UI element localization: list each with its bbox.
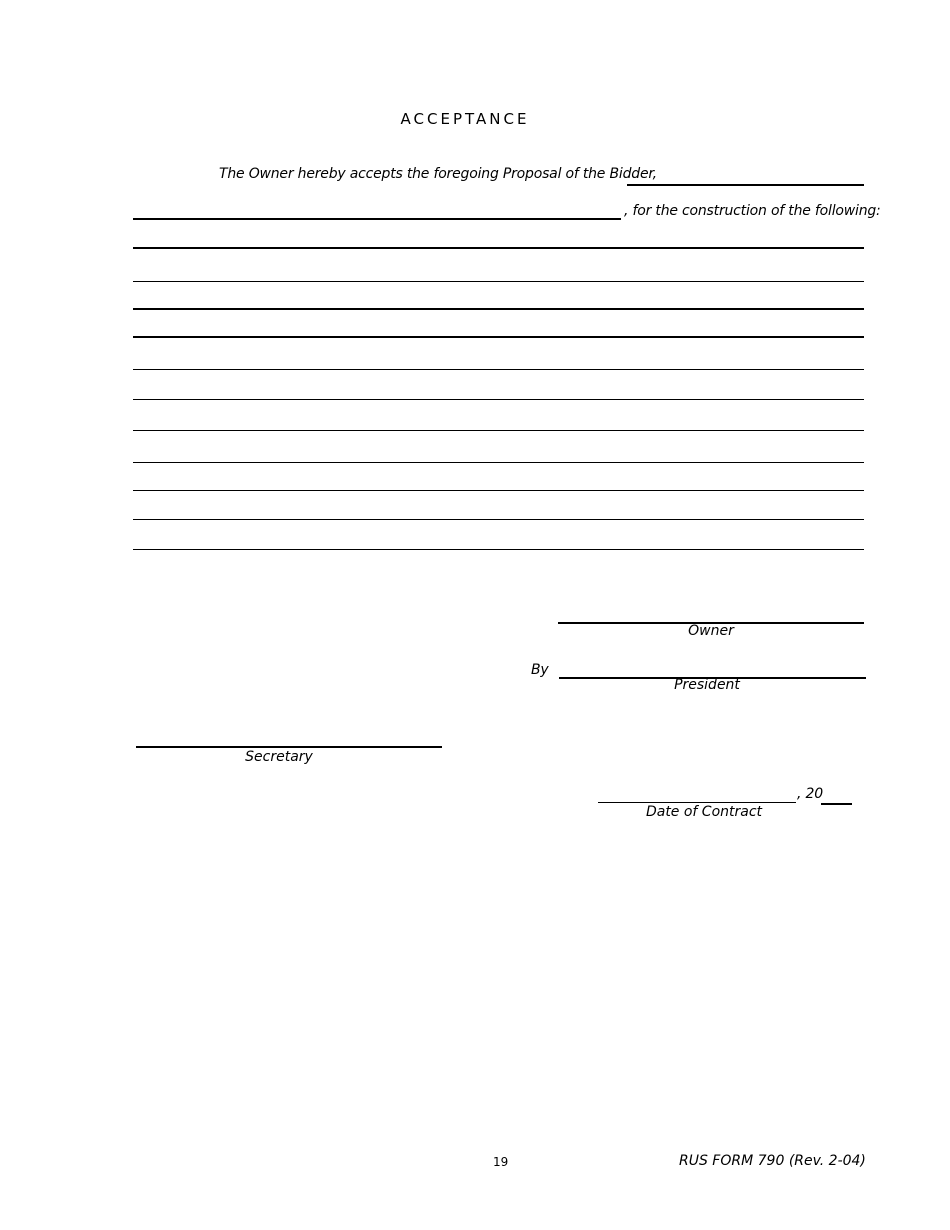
construction-line-11[interactable] <box>133 549 864 550</box>
intro-text: The Owner hereby accepts the foregoing Proposal of the Bidder, <box>219 166 657 182</box>
year-prefix: , 20 <box>797 786 823 802</box>
contract-year-field[interactable] <box>821 803 852 805</box>
construction-line-8[interactable] <box>133 462 864 463</box>
construction-line-5[interactable] <box>133 369 864 370</box>
construction-line-4[interactable] <box>133 336 864 338</box>
construction-line-3[interactable] <box>133 308 864 310</box>
date-of-contract-label: Date of Contract <box>645 804 763 820</box>
bidder-name-continuation-field[interactable] <box>133 218 621 220</box>
secretary-signature-line[interactable] <box>136 746 442 748</box>
page-title: ACCEPTANCE <box>400 110 530 128</box>
secretary-label: Secretary <box>245 749 313 765</box>
contract-date-field[interactable] <box>598 802 796 803</box>
bidder-name-field[interactable] <box>627 184 864 186</box>
construction-line-7[interactable] <box>133 430 864 431</box>
owner-label: Owner <box>688 623 734 639</box>
form-identifier: RUS FORM 790 (Rev. 2-04) <box>679 1153 866 1169</box>
page-number: 19 <box>493 1155 509 1169</box>
construction-line-1[interactable] <box>133 247 864 249</box>
construction-line-9[interactable] <box>133 490 864 491</box>
construction-line-2[interactable] <box>133 281 864 282</box>
construction-text: , for the construction of the following: <box>624 203 881 219</box>
president-label: President <box>674 677 740 693</box>
by-label: By <box>531 662 549 678</box>
construction-line-10[interactable] <box>133 519 864 520</box>
construction-line-6[interactable] <box>133 399 864 400</box>
